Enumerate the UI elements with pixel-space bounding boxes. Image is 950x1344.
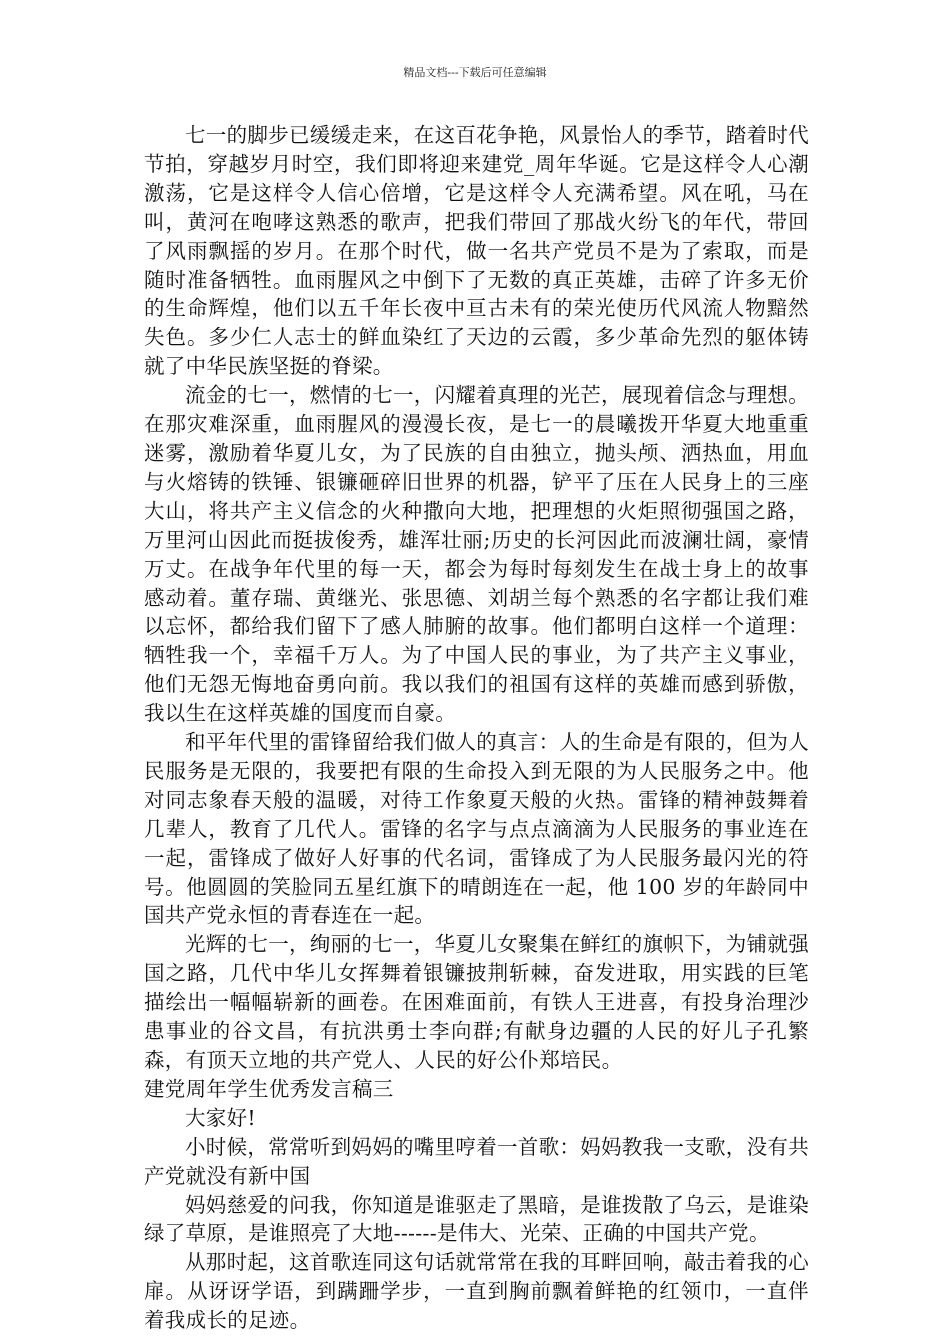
paragraph-6: 妈妈慈爱的问我，你知道是谁驱走了黑暗，是谁拨散了乌云，是谁染绿了草原，是谁照亮了大地------是伟大、光荣、正确的中国共产党。 (144, 1192, 809, 1246)
paragraph-4: 光辉的七一，绚丽的七一，华夏儿女聚集在鲜红的旗帜下，为铺就强国之路，几代中华儿女挥舞着银镰披荆斩棘，奋发进取，用实践的巨笔描绘出一幅幅崭新的画卷。在困难面前，有铁人王进喜，有投身治理沙患事业的谷文昌，有抗洪勇士李向群;有献身边疆的人民的好儿子孔繁森，有顶天立地的共产党人、人民的好公仆郑培民。 (144, 932, 809, 1072)
paragraph-1: 七一的脚步已缓缓走来，在这百花争艳，风景怡人的季节，踏着时代节拍，穿越岁月时空，我们即将迎来建党_周年华诞。它是这样令人心潮激荡，它是这样令人信心倍增，它是这样令人充满希望。风在吼，马在叫，黄河在咆哮这熟悉的歌声，把我们带回了那战火纷飞的年代，带回了风雨飘摇的岁月。在那个时代，做一名共产党员不是为了索取，而是随时准备牺牲。血雨腥风之中倒下了无数的真正英雄，击碎了许多无价的生命辉煌，他们以五千年长夜中亘古未有的荣光使历代风流人物黯然失色。多少仁人志士的鲜血染红了天边的云霞，多少革命先烈的躯体铸就了中华民族坚挺的脊梁。 (144, 123, 809, 379)
greeting-paragraph: 大家好! (185, 1105, 256, 1130)
paragraph-7: 从那时起，这首歌连同这句话就常常在我的耳畔回响，敲击着我的心扉。从讶讶学语，到蹒跚学步，一直到胸前飘着鲜艳的红领巾，一直伴着我成长的足迹。 (144, 1250, 809, 1333)
paragraph-5: 小时候，常常听到妈妈的嘴里哼着一首歌：妈妈教我一支歌，没有共产党就没有新中国 (144, 1134, 809, 1188)
page-header: 精品文档---下载后可任意编辑 (403, 66, 547, 79)
section-title: 建党周年学生优秀发言稿三 (144, 1076, 394, 1101)
document-body (144, 121, 809, 1335)
paragraph-2: 流金的七一，燃情的七一，闪耀着真理的光芒，展现着信念与理想。在那灾难深重，血雨腥风的漫漫长夜，是七一的晨曦拨开华夏大地重重迷雾，激励着华夏儿女，为了民族的自由独立，抛头颅、洒热血，用血与火熔铸的铁锤、银镰砸碎旧世界的机器，铲平了压在人民身上的三座大山，将共产主义信念的火种撒向大地，把理想的火炬照彻强国之路，万里河山因此而挺拔俊秀，雄浑壮丽;历史的长河因此而波澜壮阔，豪情万丈。在战争年代里的每一天，都会为每时每刻发生在战士身上的故事感动着。董存瑞、黄继光、张思德、刘胡兰每个熟悉的名字都让我们难以忘怀，都给我们留下了感人肺腑的故事。他们都明白这样一个道理：牺牲我一个，幸福千万人。为了中国人民的事业，为了共产主义事业，他们无怨无悔地奋勇向前。我以我们的祖国有这样的英雄而感到骄傲，我以生在这样英雄的国度而自豪。 (144, 383, 809, 726)
paragraph-3: 和平年代里的雷锋留给我们做人的真言：人的生命是有限的，但为人民服务是无限的，我要把有限的生命投入到无限的为人民服务之中。他对同志象春天般的温暖，对待工作象夏天般的火热。雷锋的精神鼓舞着几辈人，教育了几代人。雷锋的名字与点点滴滴为人民服务的事业连在一起，雷锋成了做好人好事的代名词，雷锋成了为人民服务最闪光的符号。他圆圆的笑脸同五星红旗下的晴朗连在一起，他 100 岁的年龄同中国共产党永恒的青春连在一起。 (144, 730, 809, 928)
